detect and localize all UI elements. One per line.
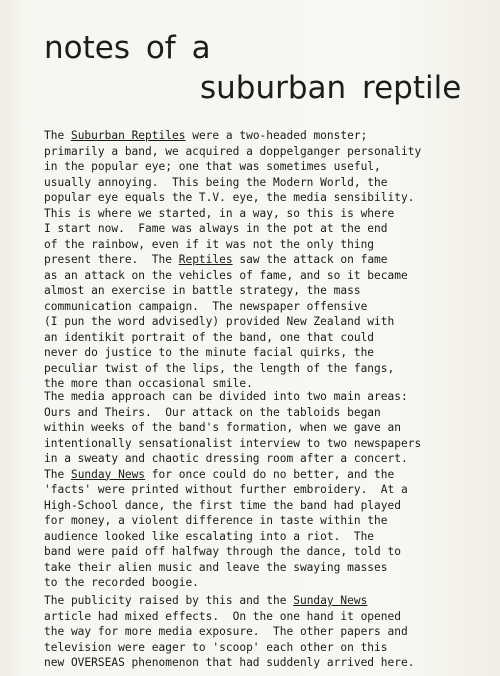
text-line [44,655,492,671]
text-line [44,593,492,609]
text-line [44,190,492,206]
underlined-title-text: Suburban Reptiles [70,129,186,142]
page-title-line-1: notes of a [44,30,211,66]
text-line [44,467,492,483]
text-run: band were paid off halfway through the dance, told to [44,545,401,558]
text-run: an identikit portrait of the band, one that could [44,330,375,344]
text-line [44,314,492,330]
text-run: popular eye equals the T.V. eye, the media sensibility. [44,191,415,204]
text-run: take their alien music and leave the swaying masses [44,560,388,574]
text-run: (I pun the word advisedly) provided New Zealand with [44,315,395,328]
text-run: television were eager to 'scoop' each other on this [44,640,388,654]
text-line [44,252,492,268]
paragraph-3 [44,593,492,671]
text-run: almost an exercise in battle strategy, the mass [44,284,361,297]
text-run: present there. The [44,253,179,266]
text-line [44,221,492,237]
text-run: The media approach can be divided into two main areas: [44,390,408,403]
text-line [44,451,492,467]
text-run: High-School dance, the first time the band had played [44,498,401,512]
text-line [44,513,492,529]
text-line [44,405,492,421]
text-run: This is where we started, in a way, so this is where [44,206,395,220]
text-run: The publicity raised by this and the [44,594,294,607]
text-line [44,609,492,625]
text-line [44,389,492,405]
text-run: 'facts' were printed without further embroidery. At a [44,483,408,496]
text-line [44,237,492,253]
text-line [44,436,492,452]
text-line [44,159,492,175]
text-line [44,175,492,191]
text-run: were a two-headed monster; [185,129,368,142]
text-line [44,144,492,160]
text-run: saw the attack on fame [232,253,388,266]
text-run: never do justice to the minute facial quirks, the [44,346,375,359]
text-run: peculiar twist of the lips, the length of the fangs, [44,361,395,375]
text-line [44,361,492,377]
text-line [44,640,492,656]
text-line [44,420,492,436]
paragraph-2 [44,389,492,591]
text-line [44,206,492,222]
text-run: within weeks of the band's formation, when we gave an [44,421,401,434]
text-line [44,330,492,346]
text-line [44,283,492,299]
text-line [44,529,492,545]
text-run: The [44,129,71,142]
text-line [44,498,492,514]
underlined-title-text: Sunday News [70,467,146,481]
text-run: I start now. Fame was always in the pot at the end [44,222,388,235]
text-run: for once could do no better, and the [145,467,395,481]
text-run: in the popular eye; one that was sometimes useful, [44,160,381,173]
text-line [44,544,492,560]
text-run: of the rainbow, even if it was not the only thing [44,237,375,251]
text-line [44,575,492,591]
text-run: audience looked like escalating into a riot. The [44,529,375,543]
text-line [44,482,492,498]
text-line [44,299,492,315]
text-run: article had mixed effects. On the one hand it opened [44,609,401,623]
text-run: the way for more media exposure. The other papers and [44,625,408,638]
text-run: intentionally sensationalist interview to two newspapers [44,436,422,450]
text-run: usually annoying. This being the Modern World, the [44,175,388,189]
paragraph-1 [44,128,492,392]
text-run: new OVERSEAS phenomenon that had suddenly arrived here. [44,656,415,669]
text-run: in a sweaty and chaotic dressing room after a concert. [44,452,408,465]
text-run: the more than occasional smile. [44,377,253,390]
text-run: for money, a violent difference in taste within the [44,514,388,527]
page-title-line-2: suburban reptile [200,70,462,106]
text-run: as an attack on the vehicles of fame, and so it became [44,268,408,282]
underlined-title-text: Sunday News [293,594,368,607]
underlined-title-text: Reptiles [178,253,233,266]
text-run: to the recorded boogie. [44,576,199,589]
text-line [44,560,492,576]
text-line [44,268,492,284]
text-run: primarily a band, we acquired a doppelganger personality [44,144,422,158]
text-line [44,128,492,144]
text-line [44,345,492,361]
text-run: communication campaign. The newspaper offensive [44,299,368,313]
text-run: The [44,467,71,481]
text-run: Ours and Theirs. Our attack on the tabloids began [44,405,381,419]
text-line [44,624,492,640]
